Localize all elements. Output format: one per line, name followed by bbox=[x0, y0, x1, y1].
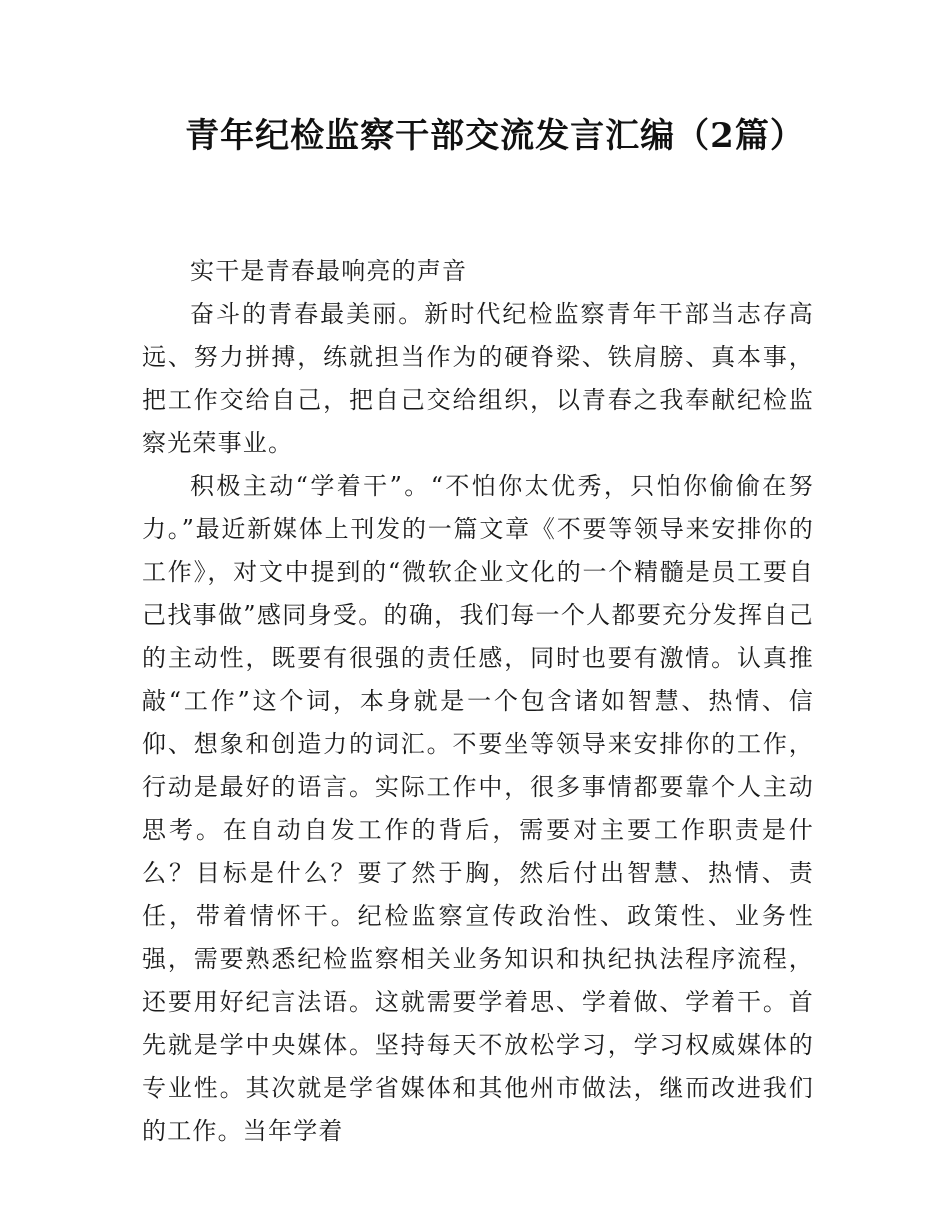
body-paragraph-2: 积极主动“学着干”。“不怕你太优秀，只怕你偷偷在努力。”最近新媒体上刊发的一篇文章《不要等领导来安排你的工作》，对文中提到的“微软企业文化的一个精髓是员工要自己找事做”感同身受。的确，我们每一个人都要充分发挥自己的主动性，既要有很强的责任感，同时也要有激情。认真推敲“工作”这个词，本身就是一个包含诸如智慧、热情、信仰、想象和创造力的词汇。不要坐等领导来安排你的工作，行动是最好的语言。实际工作中，很多事情都要靠个人主动思考。在自动自发工作的背后，需要对主要工作职责是什么？目标是什么？要了然于胸，然后付出智慧、热情、责任，带着情怀干。纪检监察宣传政治性、政策性、业务性强，需要熟悉纪检监察相关业务知识和执纪执法程序流程，还要用好纪言法语。这就需要学着思、学着做、学着干。首先就是学中央媒体。坚持每天不放松学习，学习权威媒体的专业性。其次就是学省媒体和其他州市做法，继而改进我们的工作。当年学着 bbox=[142, 472, 814, 1145]
body-paragraph-1: 奋斗的青春最美丽。新时代纪检监察青年干部当志存高远、努力拼搏，练就担当作为的硬脊梁、铁肩膀、真本事，把工作交给自己，把自己交给组织，以青春之我奉献纪检监察光荣事业。 bbox=[142, 300, 814, 457]
section-heading: 实干是青春最响亮的声音 bbox=[190, 257, 468, 285]
document-title: 青年纪检监察干部交流发言汇编（2篇） bbox=[185, 116, 805, 156]
document-body bbox=[142, 250, 814, 1153]
